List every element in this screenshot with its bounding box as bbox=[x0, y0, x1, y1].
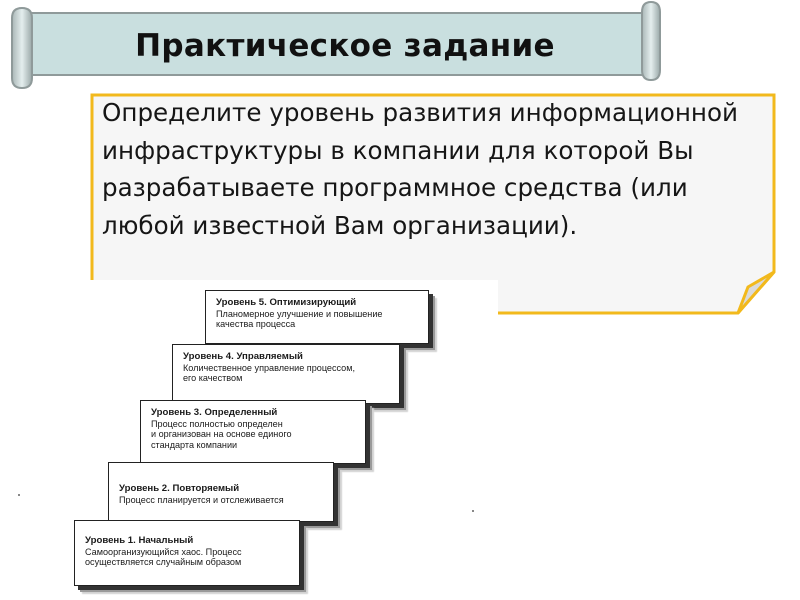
level-4-step bbox=[172, 344, 400, 404]
page-title: Практическое задание bbox=[135, 28, 555, 64]
level-description: Процесс полностью определен и организован на основе единого стандарта компании bbox=[151, 418, 292, 450]
level-description: Планомерное улучшение и повышение качества процесса bbox=[216, 308, 383, 330]
task-text: Определите уровень развития информационной инфраструктуры в компании для которой Вы разрабатываете программное средства (или любой известной Вам организации). bbox=[102, 98, 739, 241]
scan-speck bbox=[472, 510, 474, 512]
level-description: Процесс планируется и отслеживается bbox=[119, 494, 284, 505]
scan-speck bbox=[18, 494, 20, 496]
level-3-step bbox=[140, 400, 366, 464]
level-title: Уровень 5. Оптимизирующий bbox=[216, 297, 357, 308]
level-title: Уровень 1. Начальный bbox=[85, 535, 194, 546]
level-2-step bbox=[108, 462, 334, 522]
level-1-step bbox=[74, 520, 300, 586]
level-title: Уровень 4. Управляемый bbox=[183, 351, 303, 362]
level-5-step bbox=[205, 290, 429, 344]
level-title: Уровень 3. Определенный bbox=[151, 407, 278, 418]
level-description: Количественное управление процессом, его качеством bbox=[183, 362, 356, 384]
level-description: Самоорганизующийся хаос. Процесс осуществляется случайным образом bbox=[85, 546, 242, 568]
level-title: Уровень 2. Повторяемый bbox=[119, 483, 240, 494]
